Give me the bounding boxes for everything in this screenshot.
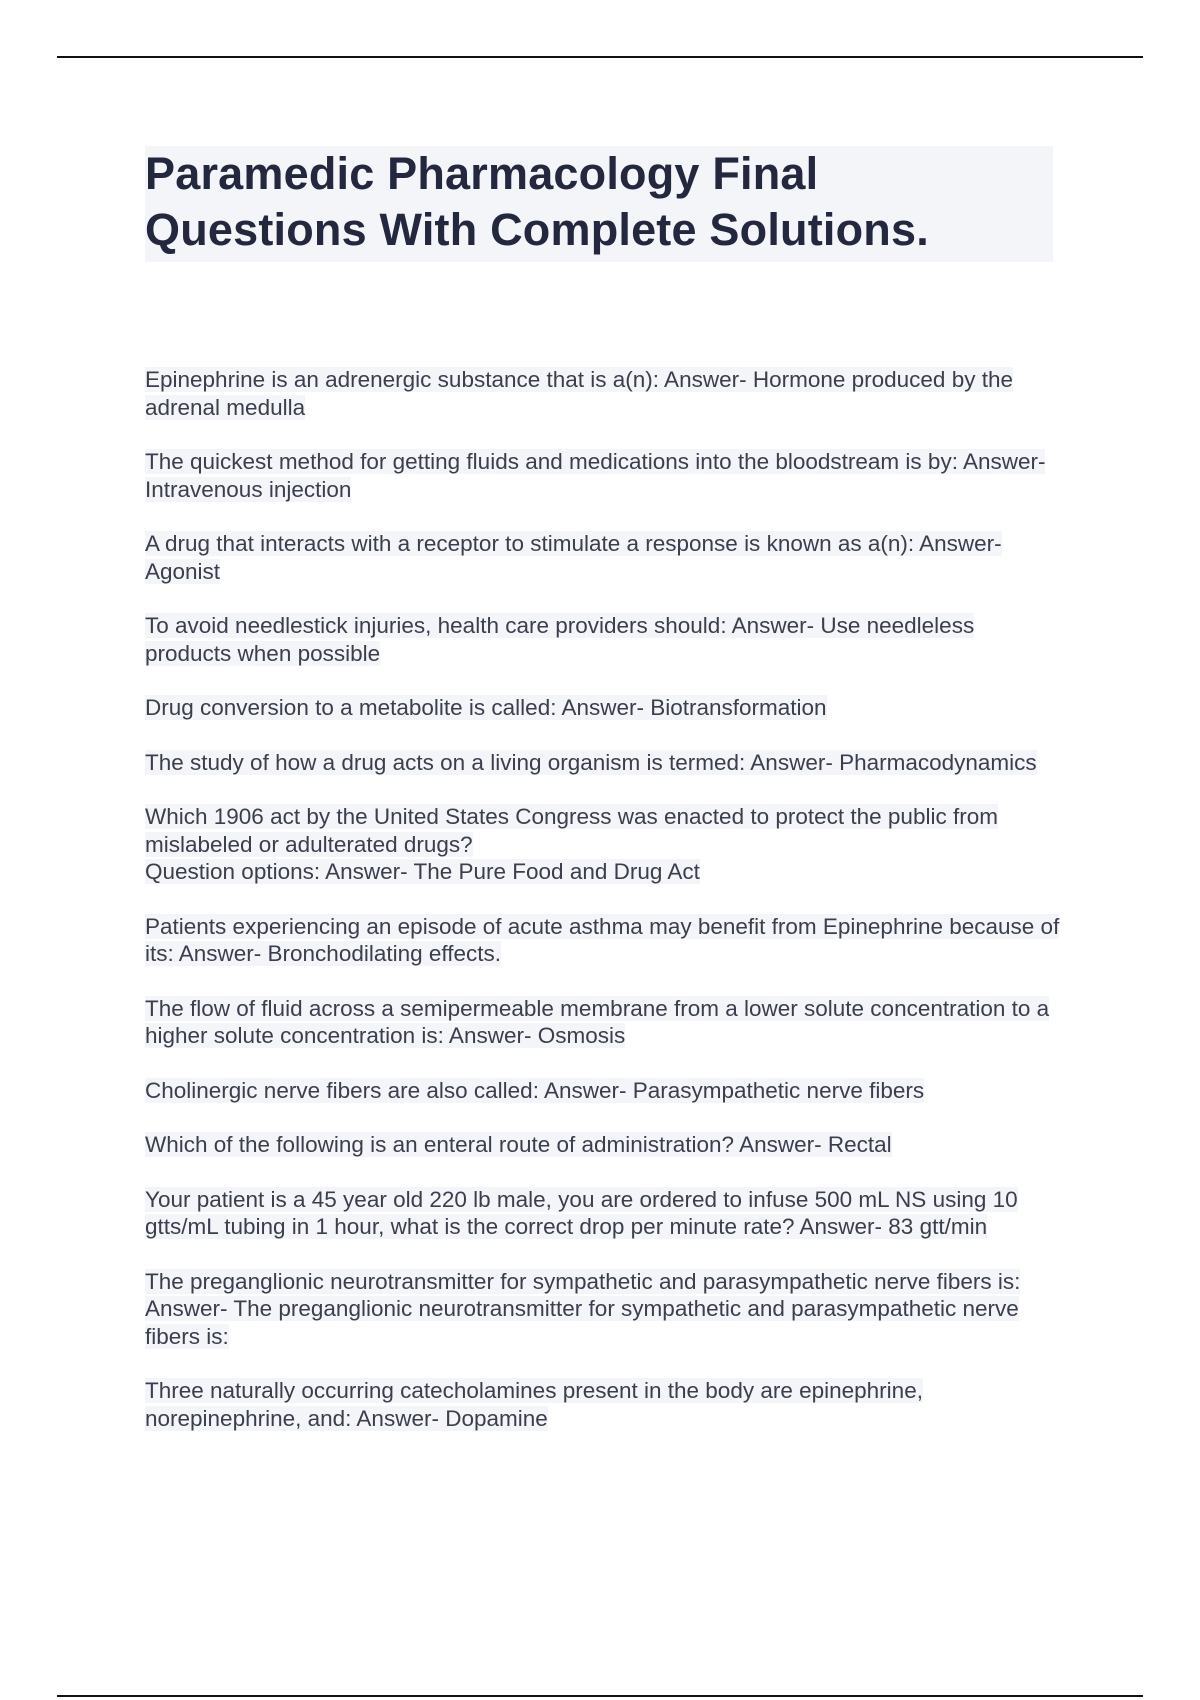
qa-text: The study of how a drug acts on a living organism is termed: Answer- Pharmacodynamics (145, 749, 1037, 775)
qa-text: The preganglionic neurotransmitter for sympathetic and parasympathetic nerve fibers is: Answer- The preganglionic neurotransmitter for sympathetic and parasympathetic nerve fibers is: (145, 1268, 1021, 1349)
qa-item-5 (145, 694, 1060, 722)
page-title (145, 146, 1049, 258)
qa-text: The quickest method for getting fluids and medications into the bloodstream is by: Answer- Intravenous injection (145, 449, 1046, 502)
qa-text: To avoid needlestick injuries, health care providers should: Answer- Use needleless products when possible (145, 613, 975, 666)
qa-item-7 (145, 803, 1060, 886)
qa-list (145, 366, 1060, 1459)
qa-text: Three naturally occurring catecholamines present in the body are epinephrine, norepinephrine, and: Answer- Dopamine (145, 1378, 923, 1431)
qa-item-9 (145, 995, 1060, 1050)
qa-item-6 (145, 749, 1060, 777)
qa-item-11 (145, 1131, 1060, 1159)
bottom-rule (57, 1695, 1143, 1697)
qa-text: Patients experiencing an episode of acute asthma may benefit from Epinephrine because of its: Answer- Bronchodilating effects. (145, 913, 1060, 966)
qa-item-12 (145, 1186, 1060, 1241)
title-line-2: Questions With Complete Solutions. (145, 204, 929, 255)
qa-item-13 (145, 1268, 1060, 1351)
qa-item-1 (145, 366, 1060, 421)
qa-text: Cholinergic nerve fibers are also called: Answer- Parasympathetic nerve fibers (145, 1077, 925, 1103)
qa-text-answer: Question options: Answer- The Pure Food and Drug Act (145, 859, 700, 884)
qa-text: Which 1906 act by the United States Congress was enacted to protect the public from mislabeled or adulterated drugs? (145, 804, 998, 857)
qa-text: The flow of fluid across a semipermeable membrane from a lower solute concentration to a higher solute concentration is: Answer- Osmosis (145, 995, 1050, 1048)
qa-item-8 (145, 913, 1060, 968)
title-block (145, 146, 1053, 262)
qa-item-2 (145, 448, 1060, 503)
qa-item-10 (145, 1077, 1060, 1105)
qa-text: Your patient is a 45 year old 220 lb male, you are ordered to infuse 500 mL NS using 10 gtts/mL tubing in 1 hour, what is the correct drop per minute rate? Answer- 83 gtt/min (145, 1186, 1018, 1239)
qa-item-4 (145, 612, 1060, 667)
qa-text: Drug conversion to a metabolite is called: Answer- Biotransformation (145, 695, 827, 720)
top-rule (57, 56, 1143, 58)
qa-item-3 (145, 530, 1060, 585)
qa-item-14 (145, 1377, 1060, 1432)
qa-text: Which of the following is an enteral route of administration? Answer- Rectal (145, 1132, 892, 1157)
qa-text: A drug that interacts with a receptor to stimulate a response is known as a(n): Answer- Agonist (145, 531, 1002, 584)
title-line-1: Paramedic Pharmacology Final (145, 148, 819, 199)
qa-text: Epinephrine is an adrenergic substance that is a(n): Answer- Hormone produced by the adrenal medulla (145, 367, 1013, 420)
